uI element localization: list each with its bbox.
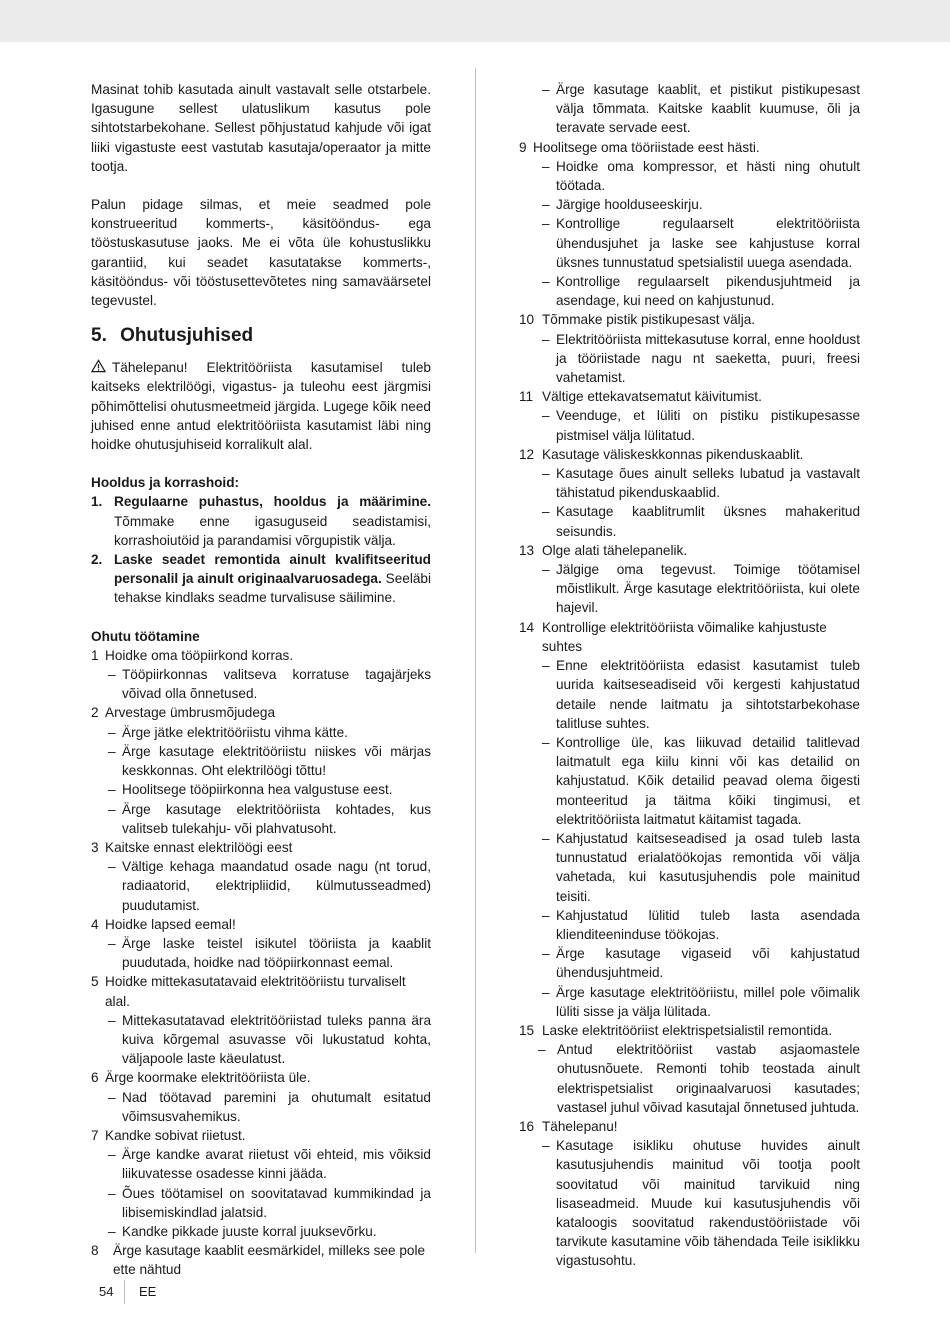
safety-item-number: 5 <box>91 974 99 990</box>
dash-bullet-icon: – <box>108 935 116 951</box>
section-heading <box>91 324 431 348</box>
care-item <box>91 550 431 608</box>
safety-item <box>519 310 860 329</box>
safety-item <box>91 1126 431 1145</box>
safety-item-text: Kontrollige elektritööriista võimalike kahjustuste suhtes <box>542 619 827 654</box>
safety-sub-text: Kontrollige regulaarselt pikendusjuhtmeid ja asendage, kui need on kahjustunud. <box>556 274 860 309</box>
dash-bullet-icon: – <box>542 658 550 674</box>
safety-item-number: 12 <box>519 446 535 462</box>
care-item-text: Seeläbi tehakse kindlaks seadme turvalisuse säilimine. <box>114 571 432 606</box>
safety-sub-text: Kasutage isikliku ohutuse huvides ainult kasutusjuhendis mainitud või tootja poolt soovitatud või mainitud tarvikuid ning lisaseadmeid. Muude kui kasutusjuhendis või kataloogis soovitatud rakendustööriistade või tarvikute kasutamine võib tähendada Teile isiklikku vigastusohtu. <box>556 1138 860 1269</box>
safety-item <box>519 138 860 157</box>
safety-sub-text: Ärge kasutage elektritööriistu niiskes või märjas keskkonnas. Oht elektrilöögi tõttu! <box>122 743 431 779</box>
care-item-title: Laske seadet remontida ainult kvalifitseeritud personalil ja ainult originaalvaruosadega. <box>114 552 431 587</box>
safety-sub-text: Kontrollige üle, kas liikuvad detailid talitlevad laitmatult ega kiilu kinni või kas detailid on kahjustatud. Kõik detailid peavad olema õigesti monteeritud ja täitma kõiki tingimusi, et elektritööriista laitmatut käitamist tagada. <box>556 734 860 827</box>
safety-sub-text: Jälgige oma tegevust. Toimige töötamisel mõistlikult. Ärge kasutage elektritööriista, kui olete hajevil. <box>556 562 860 616</box>
safety-item-number: 16 <box>519 1118 535 1134</box>
safety-item-text: Vältige ettekavatsematut käivitumist. <box>542 389 762 405</box>
safety-sub-item <box>519 1136 860 1270</box>
safety-sub-item <box>91 665 431 703</box>
safety-sub-text: Nad töötavad paremini ja ohutumalt esitatud võimsusvahemikus. <box>122 1089 431 1124</box>
warning-text: Tähelepanu! Elektritööriista kasutamisel tuleb kaitseks elektrilöögi, vigastus- ja tuleohu eest järgmisi põhimõttelisi ohutusmeetmeid järgida. Lugege kõik need juhised enne antud elektritööriista kasutamist läbi ning hoidke ohutusjuhiseid korralikult alal. <box>91 360 431 453</box>
care-item <box>91 492 431 550</box>
safety-item-text: Olge alati tähelepanelik. <box>542 542 688 558</box>
safety-sub-text: Ärge jätke elektritööriistu vihma kätte. <box>122 724 348 740</box>
safety-sub-item <box>91 1184 431 1222</box>
warning-triangle-icon <box>91 359 106 373</box>
safety-sub-item <box>91 800 431 838</box>
safety-sub-item <box>519 944 860 982</box>
dash-bullet-icon: – <box>542 158 550 174</box>
dash-bullet-icon: – <box>108 859 116 875</box>
safety-item <box>91 972 431 1010</box>
top-bar <box>0 0 950 42</box>
safety-sub-item <box>519 733 860 829</box>
safety-list-right <box>519 138 860 1271</box>
safety-sub-text: Ärge kandke avarat riietust või ehteid, mis võiksid liikuvatesse osadesse kinni jääda. <box>122 1147 431 1182</box>
safety-sub-text: Veenduge, et lüliti on pistiku pistikupesasse pistmisel välja lülitatud. <box>556 408 860 443</box>
safety-item-text: Laske elektritööriist elektrispetsialistil remontida. <box>542 1022 833 1038</box>
safety-sub-text: Kasutage kaablitrumlit üksnes mahakeritud seisundis. <box>556 504 860 539</box>
safety-sub-text: Ärge kasutage elektritööriistu, millel pole võimalik lüliti sisse ja välja lülitada. <box>556 984 860 1019</box>
continued-sub-list <box>519 80 860 138</box>
safety-sub-text: Tööpiirkonnas valitseva korratuse tagajärjeks võivad olla õnnetused. <box>122 667 431 702</box>
safety-item-text: Hoidke mittekasutatavaid elektritööriistu turvaliselt alal. <box>105 974 406 1009</box>
safety-item-text: Hoidke lapsed eemal! <box>105 916 236 932</box>
dash-bullet-icon: – <box>108 1089 116 1105</box>
dash-bullet-icon: – <box>108 801 116 817</box>
safety-sub-item <box>519 502 860 540</box>
column-divider <box>475 68 476 1253</box>
care-list <box>91 492 431 607</box>
safety-item <box>519 1117 860 1136</box>
dash-bullet-icon: – <box>538 1042 546 1058</box>
safety-sub-item <box>519 195 860 214</box>
dash-bullet-icon: – <box>542 830 550 846</box>
safety-item <box>91 1068 431 1087</box>
left-column <box>91 80 431 1280</box>
safety-sub-item <box>519 983 860 1021</box>
safety-list-left <box>91 646 431 1280</box>
safety-item-number: 3 <box>91 839 99 855</box>
page-number: 54 <box>99 1284 114 1299</box>
safety-item <box>519 387 860 406</box>
safety-item <box>91 1241 431 1279</box>
safety-item-number: 11 <box>519 389 534 405</box>
dash-bullet-icon: – <box>108 667 116 683</box>
dash-bullet-icon: – <box>542 907 550 923</box>
care-item-title: Regulaarne puhastus, hooldus ja määrimine. <box>114 494 431 510</box>
dash-bullet-icon: – <box>108 1223 116 1239</box>
safety-item <box>91 915 431 934</box>
safety-sub-item <box>519 157 860 195</box>
safety-item <box>519 1021 860 1040</box>
dash-bullet-icon: – <box>542 984 550 1000</box>
safety-sub-item <box>519 906 860 944</box>
dash-bullet-icon: – <box>542 216 550 232</box>
safety-sub-item <box>519 272 860 310</box>
safety-item-text: Tähelepanu! <box>542 1118 618 1134</box>
safety-sub-text: Järgige hoolduseeskirju. <box>556 197 703 213</box>
safety-sub-item <box>519 656 860 733</box>
safety-sub-item <box>91 857 431 915</box>
care-item-text: Tõmmake enne igasuguseid seadistamisi, korrashoiutöid ja parandamisi võrgupistik välja. <box>114 513 431 548</box>
dash-bullet-icon: – <box>542 734 550 750</box>
dash-bullet-icon: – <box>108 743 116 759</box>
warning-paragraph <box>91 358 431 454</box>
safety-sub-item <box>91 742 431 780</box>
footer-divider <box>124 1280 125 1304</box>
right-column <box>519 80 860 1271</box>
safety-item-number: 15 <box>519 1022 535 1038</box>
dash-bullet-icon: – <box>108 1147 116 1163</box>
safety-sub-item <box>91 780 431 799</box>
safety-sub-text: Kasutage õues ainult selleks lubatud ja vastavalt tähistatud pikenduskaablid. <box>556 466 860 501</box>
dash-bullet-icon: – <box>108 1012 116 1028</box>
safety-item-number: 10 <box>519 312 535 328</box>
safety-sub-item <box>519 80 860 138</box>
dash-bullet-icon: – <box>108 1185 116 1201</box>
safety-item-number: 8 <box>91 1243 99 1259</box>
safety-sub-item <box>91 1222 431 1241</box>
safe-work-heading: Ohutu töötamine <box>91 628 200 644</box>
safety-sub-item <box>519 464 860 502</box>
safety-item <box>519 618 860 656</box>
dash-bullet-icon: – <box>542 408 550 424</box>
care-item-number: 1. <box>91 494 103 510</box>
safety-item-number: 9 <box>519 139 527 155</box>
dash-bullet-icon: – <box>542 274 550 290</box>
safety-sub-text: Kontrollige regulaarselt elektritööriista ühendusjuhet ja laske see kahjustuse korral üksnes tunnustatud spetsialistil uuega asendada. <box>556 216 860 270</box>
safety-item-number: 4 <box>91 916 99 932</box>
safety-sub-item <box>91 723 431 742</box>
safety-sub-text: Kahjustatud lülitid tuleb lasta asendada klienditeeninduse töökojas. <box>556 907 860 942</box>
safety-item <box>91 646 431 665</box>
dash-bullet-icon: – <box>108 724 116 740</box>
safety-sub-text: Antud elektritööriist vastab asjaomastele ohutusnõuete. Remonti tohib teostada ainult elektrispetsialist originaalvaruosi kasutades; vastasel juhul võivad kasutajal õnnetused juhtuda. <box>557 1042 860 1115</box>
safety-sub-item <box>91 1145 431 1183</box>
safety-sub-text: Mittekasutatavad elektritööriistad tuleks panna ära kuiva kõrgemal asuvasse või lukustatud kohta, väljapoole laste käeulatust. <box>122 1012 431 1067</box>
safety-item-text: Ärge koormake elektritööriista üle. <box>105 1070 311 1086</box>
safety-sub-text: Hoolitsege tööpiirkonna hea valgustuse eest. <box>122 782 393 798</box>
safety-sub-item <box>519 829 860 906</box>
safety-sub-text: Ärge kasutage vigaseid või kahjustatud ühendusjuhtmeid. <box>556 946 860 981</box>
dash-bullet-icon: – <box>542 197 550 213</box>
care-item-number: 2. <box>91 552 103 568</box>
safety-sub-item <box>519 406 860 444</box>
safety-item-text: Kaitske ennast elektrilöögi eest <box>105 839 293 855</box>
safety-sub-item <box>519 1040 860 1117</box>
safety-sub-text: Enne elektritööriista edasist kasutamist tuleb uurida kaitseseadiseid või kergesti kahjustatud detaile nende laitmatu ja sihtotstarbekohase talitluse suhtes. <box>556 658 860 731</box>
safety-sub-text: Kandke pikkade juuste korral juuksevõrku. <box>122 1223 377 1239</box>
care-heading: Hooldus ja korrashoid: <box>91 475 240 491</box>
safety-sub-item <box>519 214 860 272</box>
section-title: Ohutusjuhised <box>120 325 254 347</box>
language-code: EE <box>139 1284 157 1299</box>
safety-item-text: Tõmmake pistik pistikupesast välja. <box>542 312 756 328</box>
safety-item-number: 13 <box>519 542 535 558</box>
dash-bullet-icon: – <box>542 946 550 962</box>
safety-sub-text: Ärge kasutage kaablit, et pistikut pistikupesast välja tõmmata. Kaitske kaablit kuumuse, õli ja teravate servade eest. <box>556 82 860 136</box>
intro-paragraph-1: Masinat tohib kasutada ainult vastavalt selle otstarbele. Igasugune sellest ulatuslikum kasutus pole sihtotstarbekohane. Sellest põhjustatud kahjude või igat liiki vigastuste eest vastutab kasutaja/operaator ja mitte tootja. <box>91 82 431 174</box>
dash-bullet-icon: – <box>542 466 550 482</box>
safety-item-number: 7 <box>91 1127 99 1143</box>
safety-item <box>91 838 431 857</box>
safety-sub-text: Kahjustatud kaitseseadised ja osad tuleb lasta tunnustatud erialatöökojas remontida või välja vahetada, kui kasutusjuhendis pole mainitud teisiti. <box>556 830 860 904</box>
safety-item-text: Kasutage väliskeskkonnas pikenduskaablit. <box>542 446 804 462</box>
dash-bullet-icon: – <box>542 82 550 97</box>
safety-sub-text: Ärge kasutage elektritööriista kohtades, kus valitseb tulekahju- või plahvatusoht. <box>122 801 431 836</box>
safety-item <box>91 703 431 722</box>
safety-sub-item <box>519 560 860 618</box>
dash-bullet-icon: – <box>542 331 550 347</box>
safety-sub-item <box>519 330 860 388</box>
safety-item-number: 1 <box>91 647 99 663</box>
safety-item-text: Hoolitsege oma tööriistade eest hästi. <box>533 139 760 155</box>
dash-bullet-icon: – <box>542 1138 550 1154</box>
safety-item-text: Arvestage ümbrusmõjudega <box>105 705 276 721</box>
dash-bullet-icon: – <box>542 562 550 578</box>
safety-item-number: 2 <box>91 705 99 721</box>
safety-sub-text: Hoidke oma kompressor, et hästi ning ohutult töötada. <box>556 158 860 194</box>
safety-item <box>519 541 860 560</box>
safety-item-text: Kandke sobivat riietust. <box>105 1127 246 1143</box>
intro-paragraph-2: Palun pidage silmas, et meie seadmed pole konstrueeritud kommerts-, käsitööndus- ega tööstuskasutuse jaoks. Me ei võta üle kohustuslikku garantiid, kui seadet kasutatakse kommerts-, käsitööndus- või tööstusettevõtetes ning samaväärsetel tegevustel. <box>91 197 431 309</box>
section-number: 5. <box>91 325 107 347</box>
safety-item-text: Ärge kasutage kaablit eesmärkidel, milleks see pole ette nähtud <box>113 1243 426 1278</box>
dash-bullet-icon: – <box>542 504 550 520</box>
safety-sub-text: Õues töötamisel on soovitatavad kummikindad ja libisemiskindlad jalatsid. <box>122 1185 431 1220</box>
safety-sub-text: Elektritööriista mittekasutuse korral, enne hooldust ja tööriistade nagu nt saeketta, puuri, freesi vahetamist. <box>556 331 860 386</box>
dash-bullet-icon: – <box>108 782 116 798</box>
safety-item <box>519 445 860 464</box>
safety-item-number: 14 <box>519 619 535 635</box>
safety-item-number: 6 <box>91 1070 99 1086</box>
safety-sub-text: Vältige kehaga maandatud osade nagu (nt torud, radiaatorid, elektripliidid, külmutusseadmed) puudutamist. <box>122 859 431 913</box>
safety-sub-item <box>91 1088 431 1126</box>
safety-item-text: Hoidke oma tööpiirkond korras. <box>105 647 294 663</box>
safety-sub-item <box>91 1011 431 1069</box>
safety-sub-item <box>91 934 431 972</box>
safety-sub-text: Ärge laske teistel isikutel tööriista ja kaablit puudutada, hoidke nad tööpiirkonnast eemal. <box>122 935 431 971</box>
